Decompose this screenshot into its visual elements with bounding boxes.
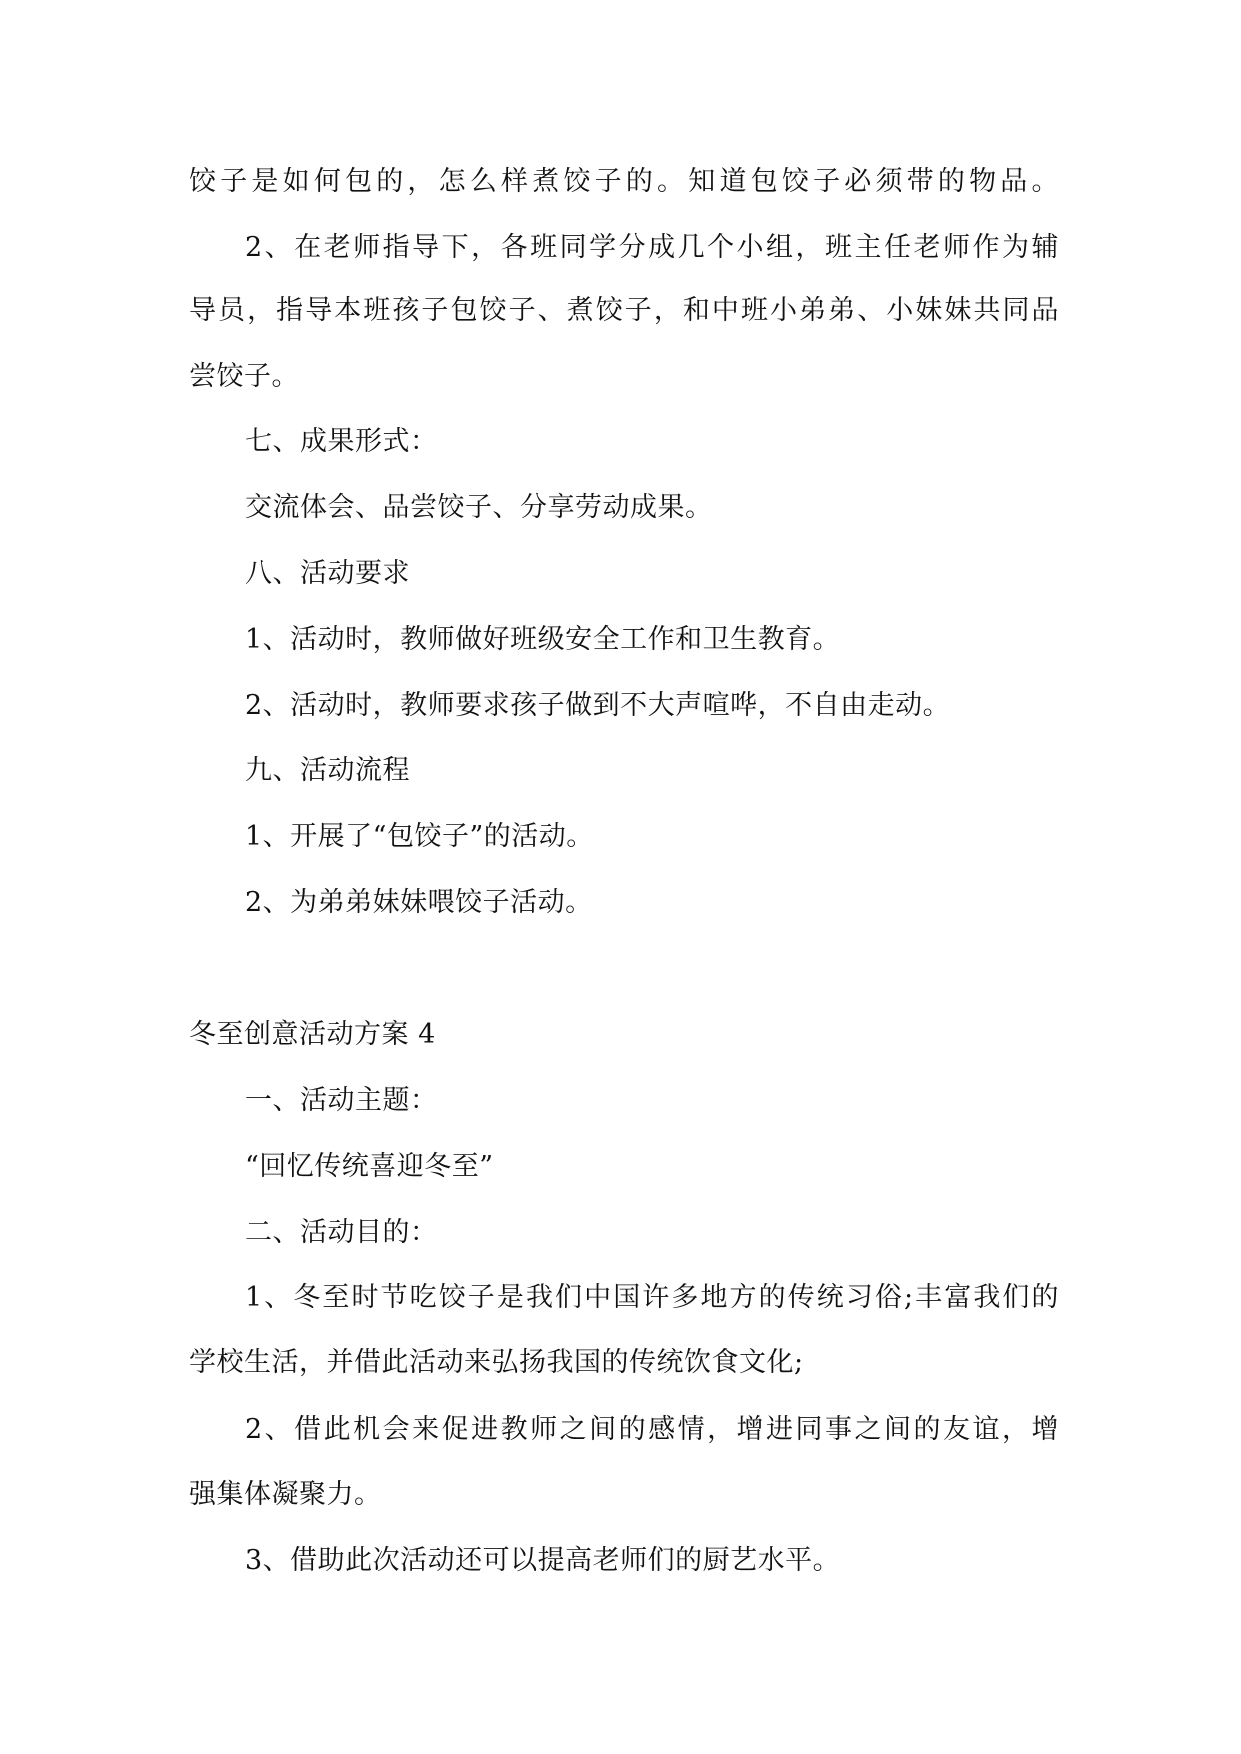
text-line: 1、活动时，教师做好班级安全工作和卫生教育。 xyxy=(245,624,841,655)
text-line: 1、冬至时节吃饺子是我们中国许多地方的传统习俗;丰富我们的 xyxy=(245,1282,1059,1313)
text-line: 2、借此机会来促进教师之间的感情，增进同事之间的友谊，增 xyxy=(245,1414,1059,1445)
text-line: 学校生活，并借此活动来弘扬我国的传统饮食文化; xyxy=(189,1347,804,1378)
section-heading: 一、活动主题： xyxy=(245,1085,438,1116)
section-heading: 二、活动目的： xyxy=(245,1217,438,1248)
text-line: 3、借助此次活动还可以提高老师们的厨艺水平。 xyxy=(245,1545,841,1576)
text-line: 2、在老师指导下，各班同学分成几个小组，班主任老师作为辅 xyxy=(245,232,1059,263)
text-line: 强集体凝聚力。 xyxy=(189,1479,382,1510)
document-title: 冬至创意活动方案 4 xyxy=(189,1019,436,1050)
section-heading: 九、活动流程 xyxy=(245,755,410,786)
text-line: 2、活动时，教师要求孩子做到不大声喧哗，不自由走动。 xyxy=(245,690,951,721)
text-line: 交流体会、品尝饺子、分享劳动成果。 xyxy=(245,492,713,523)
text-line: 导员，指导本班孩子包饺子、煮饺子，和中班小弟弟、小妹妹共同品 xyxy=(189,295,1059,326)
text-line: 尝饺子。 xyxy=(189,361,299,392)
section-heading: 七、成果形式： xyxy=(245,426,438,457)
text-line: “回忆传统喜迎冬至” xyxy=(245,1151,494,1182)
text-line: 1、开展了“包饺子”的活动。 xyxy=(245,821,594,852)
section-heading: 八、活动要求 xyxy=(245,558,410,589)
text-line: 饺子是如何包的，怎么样煮饺子的。知道包饺子必须带的物品。 xyxy=(189,166,1059,197)
text-line: 2、为弟弟妹妹喂饺子活动。 xyxy=(245,887,593,918)
